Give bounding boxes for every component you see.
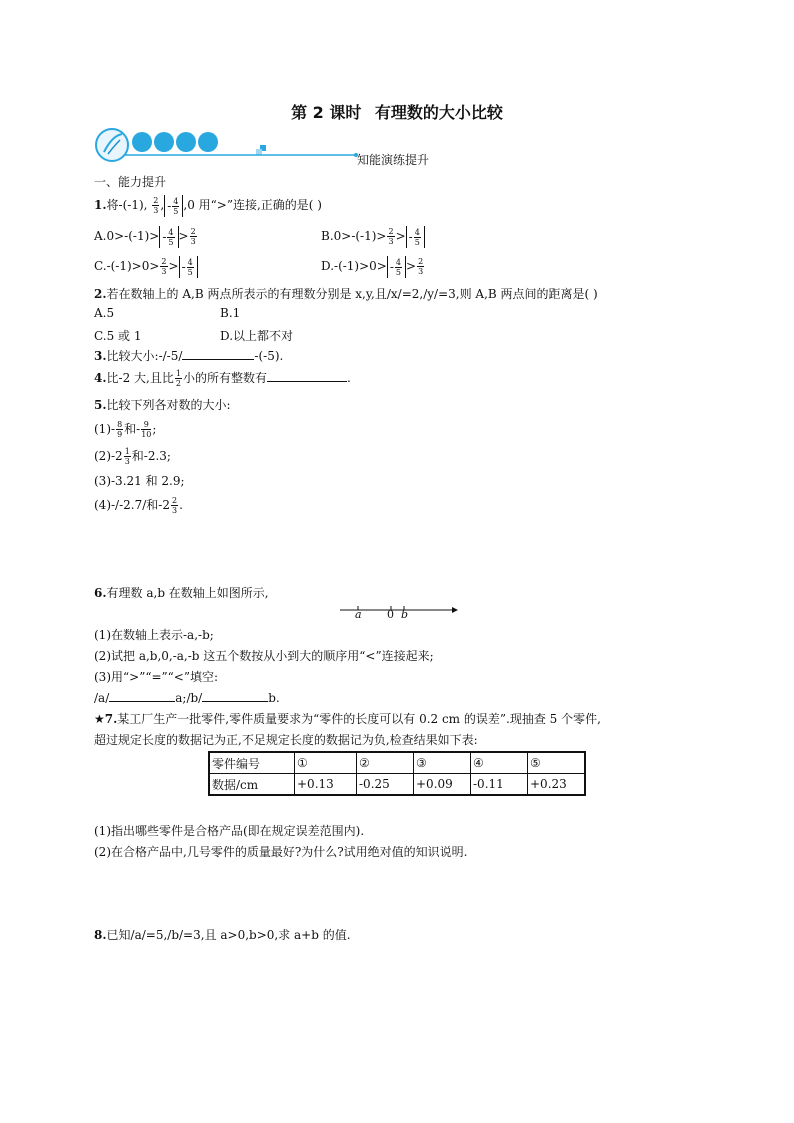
- fraction: $\frac{2}{3}$: [153, 196, 159, 215]
- q1-option-b[interactable]: B.0>-(-1)> $\frac{2}{3}$ > - $\frac{4}{5}$: [321, 225, 425, 248]
- table-cell: -0.11: [471, 774, 528, 796]
- table-cell: 零件编号: [209, 752, 295, 774]
- answer-blank[interactable]: [109, 689, 175, 702]
- lesson-label: 第 2 课时: [291, 103, 362, 122]
- table-cell: +0.23: [528, 774, 586, 796]
- axis-label-b: b: [401, 608, 409, 621]
- page-title: [0, 100, 794, 123]
- q6-part-1: (1)在数轴上表示-a,-b;: [94, 628, 214, 642]
- q5-part-3: (3)-3.21 和 2.9;: [94, 474, 185, 488]
- q7-line-2: 超过规定长度的数据记为正,不足规定长度的数据记为负,检查结果如下表:: [94, 733, 478, 747]
- answer-blank[interactable]: [202, 689, 268, 702]
- table-row: [209, 774, 585, 796]
- q6-part-3: (3)用“>”“=”“<”填空:: [94, 670, 219, 684]
- q1-stem: 1.将-(-1), $\frac{2}{3}$ , - $\frac{4}{5}$ ,0 用“>”连接,正确的是( ): [94, 196, 322, 216]
- q4-stem: 4.比-2 大,且比 $\frac{1}{2}$ 小的所有整数有 .: [94, 369, 351, 388]
- table-cell: -0.25: [357, 774, 414, 796]
- lesson-topic: 有理数的大小比较: [374, 103, 503, 122]
- q1-text-a: 将-(-1),: [106, 198, 148, 212]
- q7-line-1: ★7.某工厂生产一批零件,零件质量要求为“零件的长度可以有 0.2 cm 的误差”.现抽查 5 个零件,: [94, 712, 601, 726]
- q5-part-1: (1)- $\frac{8}{9}$ 和- $\frac{9}{10}$ ;: [94, 420, 157, 439]
- q1-option-a[interactable]: A.0>-(-1)> - $\frac{4}{5}$ > $\frac{2}{3}$: [94, 227, 196, 247]
- q1-text-b: ,0 用“>”连接,正确的是( ): [183, 198, 322, 212]
- q1-number: 1.: [94, 198, 107, 212]
- q6-stem: 6.有理数 a,b 在数轴上如图所示,: [94, 586, 269, 600]
- section-tag: 知能演练提升: [357, 153, 430, 167]
- q5-part-4: (4)-/-2.7/和-2 $\frac{2}{3}$ .: [94, 496, 183, 515]
- q2-option-b[interactable]: B.1: [220, 306, 241, 320]
- table-cell: ④: [471, 752, 528, 774]
- q1-option-d[interactable]: D.-(-1)>0> - $\frac{4}{5}$ > $\frac{2}{3}$: [321, 257, 424, 277]
- q2-option-a[interactable]: A.5: [94, 306, 115, 320]
- q3-stem: 3.比较大小:-/-5/ -(-5).: [94, 349, 284, 363]
- q5-stem: 5.比较下列各对数的大小:: [94, 398, 231, 412]
- table-cell: ⑤: [528, 752, 586, 774]
- answer-blank[interactable]: [267, 369, 347, 382]
- q6-part-2: (2)试把 a,b,0,-a,-b 这五个数按从小到大的顺序用“<”连接起来;: [94, 649, 434, 663]
- answer-blank[interactable]: [182, 347, 254, 360]
- table-cell: ②: [357, 752, 414, 774]
- number-line: [336, 600, 460, 626]
- q7-part-1: (1)指出哪些零件是合格产品(即在规定误差范围内).: [94, 824, 365, 838]
- q5-part-2: (2)-2 $\frac{1}{3}$ 和-2.3;: [94, 447, 171, 466]
- q8-stem: 8.已知/a/=5,/b/=3,且 a>0,b>0,求 a+b 的值.: [94, 928, 351, 942]
- table-cell: +0.13: [295, 774, 357, 796]
- q2-stem: 2.若在数轴上的 A,B 两点所表示的有理数分别是 x,y,且/x/=2,/y/=3,则 A,B 两点间的距离是( ): [94, 287, 598, 301]
- q2-option-d[interactable]: D.以上都不对: [220, 329, 294, 343]
- axis-label-a: a: [355, 608, 362, 621]
- axis-label-zero: 0: [387, 608, 394, 621]
- table-row: [209, 752, 585, 774]
- part-heading: 一、能力提升: [94, 175, 167, 189]
- table-cell: ①: [295, 752, 357, 774]
- star-icon: ★: [94, 712, 105, 726]
- absolute-value: - $\frac{4}{5}$: [164, 195, 183, 217]
- banner-decoration-icon: [94, 128, 360, 164]
- table-cell: +0.09: [414, 774, 471, 796]
- q6-part-3-blanks: /a/ a;/b/ b.: [94, 691, 280, 705]
- section-banner: [94, 128, 360, 164]
- data-table: [208, 751, 586, 796]
- table-cell: ③: [414, 752, 471, 774]
- q1-option-c[interactable]: C.-(-1)>0> $\frac{2}{3}$ > - $\frac{4}{5}$: [94, 255, 198, 278]
- table-cell: 数据/cm: [209, 774, 295, 796]
- q2-option-c[interactable]: C.5 或 1: [94, 329, 142, 343]
- q7-part-2: (2)在合格产品中,几号零件的质量最好?为什么?试用绝对值的知识说明.: [94, 845, 468, 859]
